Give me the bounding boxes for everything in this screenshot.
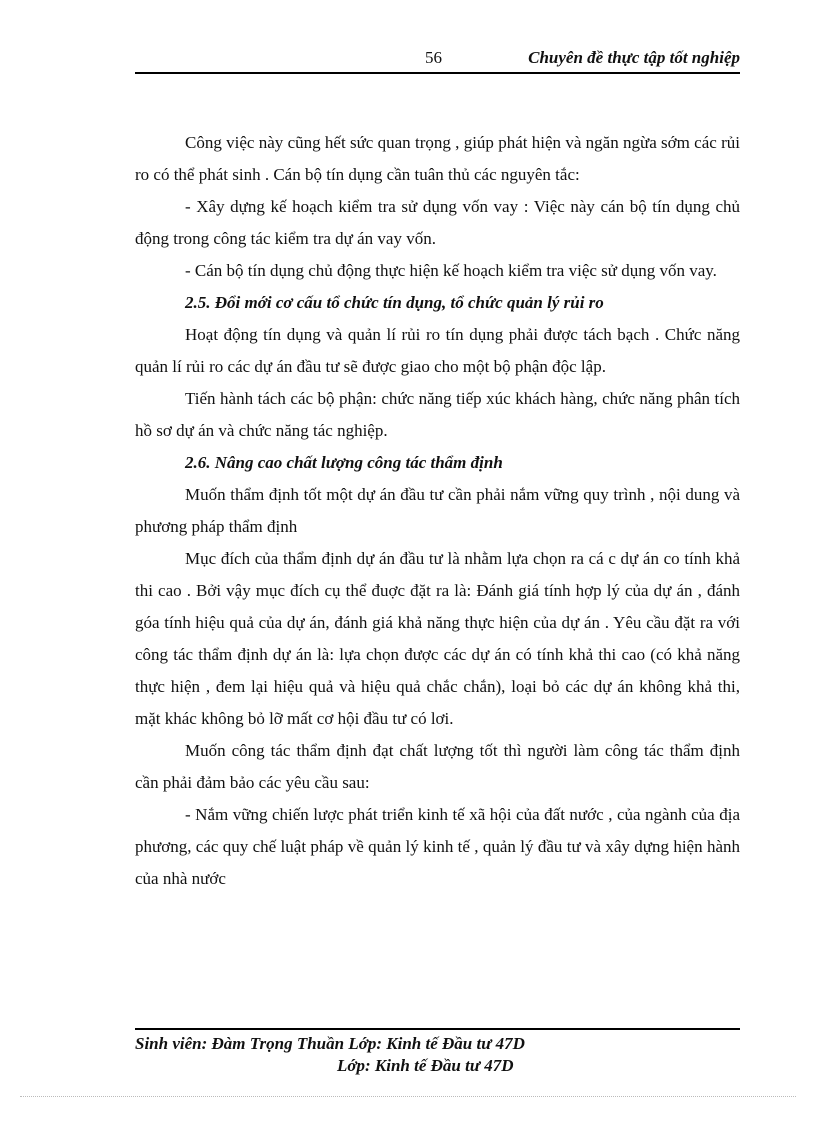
paragraph-8: Muốn công tác thẩm định đạt chất lượng tốt thì người làm công tác thẩm định cần phải đảm bảo các yêu cầu sau: xyxy=(135,741,740,792)
paragraph-1: Công việc này cũng hết sức quan trọng , giúp phát hiện và ngăn ngừa sớm các rủi ro có thể phát sinh . Cán bộ tín dụng cần tuân thủ các nguyên tắc: xyxy=(135,133,740,184)
footer-divider xyxy=(135,1028,740,1030)
header-title: Chuyên đề thực tập tốt nghiệp xyxy=(528,48,740,67)
paragraph-9: - Nắm vững chiến lược phát triển kinh tế xã hội của đất nước , của ngành của địa phương, các quy chế luật pháp về quản lý kinh tế , quản lý đầu tư và xây dựng hiện hành của nhà nước xyxy=(135,805,740,888)
paragraph-6: Muốn thẩm định tốt một dự án đầu tư cần phải nắm vững quy trình , nội dung và phương pháp thẩm định xyxy=(135,485,740,536)
header-divider xyxy=(135,72,740,74)
document-body xyxy=(135,127,740,895)
paragraph-3: - Cán bộ tín dụng chủ động thực hiện kế hoạch kiểm tra việc sử dụng vốn vay. xyxy=(185,261,717,280)
page-number: 56 xyxy=(425,48,442,67)
page-bottom-border xyxy=(20,1096,796,1097)
section-heading-2-6: 2.6. Nâng cao chất lượng công tác thẩm định xyxy=(185,453,503,472)
paragraph-5: Tiến hành tách các bộ phận: chức năng tiếp xúc khách hàng, chức năng phân tích hồ sơ dự án và chức năng tác nghiệp. xyxy=(135,389,740,440)
footer-class-line: Lớp: Kinh tế Đầu tư 47D xyxy=(337,1056,514,1075)
page-header xyxy=(135,48,740,72)
paragraph-4: Hoạt động tín dụng và quản lí rủi ro tín dụng phải được tách bạch . Chức năng quản lí rủi ro các dự án đầu tư sẽ được giao cho một bộ phận độc lập. xyxy=(135,325,740,376)
paragraph-2: - Xây dựng kế hoạch kiểm tra sử dụng vốn vay : Việc này cán bộ tín dụng chủ động trong công tác kiểm tra dự án vay vốn. xyxy=(135,197,740,248)
page-footer xyxy=(135,1033,740,1077)
paragraph-7: Mục đích của thẩm định dự án đầu tư là nhằm lựa chọn ra cá c dự án co tính khả thi cao . Bởi vậy mục đích cụ thể đuợc đặt ra là: Đánh giá tính hợp lý của dự án , đánh góa tính hiệu quả của dự án, đánh giá khả năng thực hiện của dự án . Yêu cầu đặt ra với công tác thẩm định dự án là: lựa chọn được các dự án có tính khả thi cao (có khả năng thực hiện , đem lại hiệu quả và hiệu quả chắc chắn), loại bỏ các dự án không khả thi, mặt khác không bỏ lỡ mất cơ hội đầu tư có lơi. xyxy=(135,549,740,728)
section-heading-2-5: 2.5. Đổi mới cơ cấu tổ chức tín dụng, tổ chức quản lý rủi ro xyxy=(185,293,604,312)
footer-student-line: Sinh viên: Đàm Trọng Thuần Lớp: Kinh tế Đầu tư 47D xyxy=(135,1034,525,1053)
